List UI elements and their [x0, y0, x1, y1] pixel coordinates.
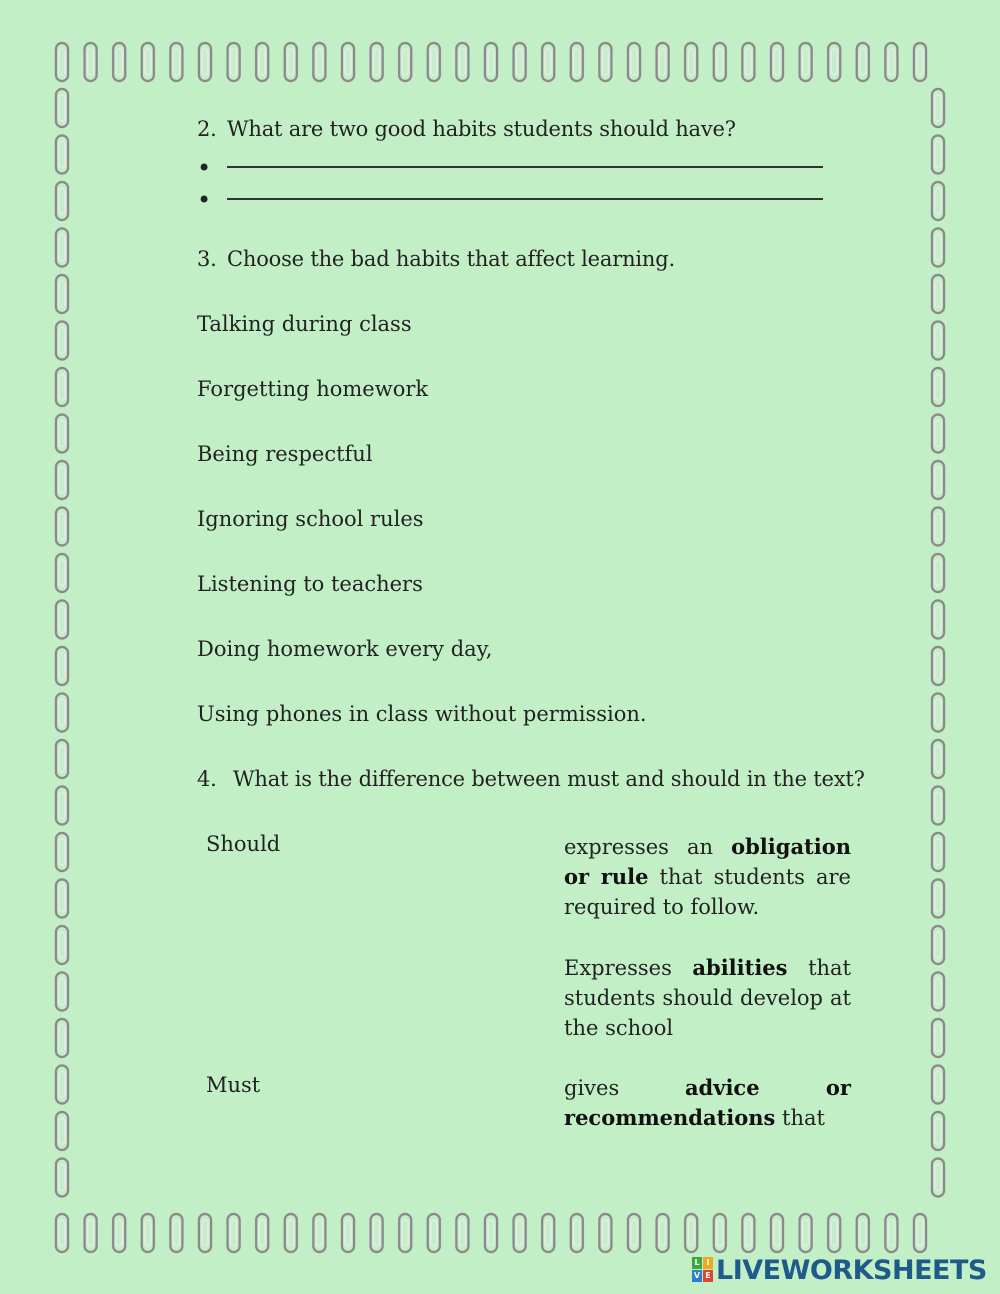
- definition-3[interactable]: [564, 1073, 851, 1133]
- paperclip-icon: [341, 1213, 355, 1253]
- paperclip-icon: [931, 693, 945, 733]
- question-text: What is the difference between must and should in the text?: [233, 767, 865, 791]
- paperclip-icon: [741, 1213, 755, 1253]
- paperclip-icon: [656, 42, 670, 82]
- paperclip-icon: [931, 414, 945, 454]
- answer-blank[interactable]: [227, 198, 823, 200]
- paperclip-icon: [55, 1213, 69, 1253]
- habit-option[interactable]: Doing homework every day,: [197, 637, 493, 661]
- paperclip-icon: [55, 321, 69, 361]
- definition-text: that students are required to follow.: [564, 865, 851, 919]
- paperclip-icon: [513, 1213, 527, 1253]
- paperclip-icon: [799, 42, 813, 82]
- paperclip-icon: [713, 42, 727, 82]
- paperclip-icon: [627, 42, 641, 82]
- paperclip-icon: [484, 42, 498, 82]
- paperclip-icon: [931, 832, 945, 872]
- paperclip-icon: [55, 274, 69, 314]
- paperclip-icon: [931, 1158, 945, 1198]
- logo-icon: L I V E: [692, 1257, 714, 1283]
- paperclip-icon: [931, 88, 945, 128]
- definition-text: Expresses: [564, 956, 693, 980]
- paperclip-icon: [55, 367, 69, 407]
- paperclip-icon: [55, 1065, 69, 1105]
- paperclip-icon: [931, 553, 945, 593]
- paperclip-icon: [827, 42, 841, 82]
- term-must[interactable]: Must: [206, 1073, 261, 1097]
- paperclip-icon: [656, 1213, 670, 1253]
- paperclip-icon: [55, 414, 69, 454]
- paperclip-icon: [55, 1018, 69, 1058]
- paperclip-icon: [55, 739, 69, 779]
- paperclip-icon: [455, 1213, 469, 1253]
- paperclip-icon: [198, 1213, 212, 1253]
- bullet-icon: •: [197, 154, 212, 182]
- habit-option[interactable]: Talking during class: [197, 312, 412, 336]
- paperclip-icon: [227, 42, 241, 82]
- paperclip-icon: [55, 1158, 69, 1198]
- paperclip-icon: [931, 739, 945, 779]
- definition-text: expresses an: [564, 835, 732, 859]
- paperclip-icon: [684, 1213, 698, 1253]
- habit-option[interactable]: Forgetting homework: [197, 377, 429, 401]
- paperclip-icon: [741, 42, 755, 82]
- paperclip-icon: [931, 1018, 945, 1058]
- habit-option[interactable]: Ignoring school rules: [197, 507, 424, 531]
- definition-1[interactable]: [564, 832, 851, 922]
- habit-option[interactable]: Using phones in class without permission.: [197, 702, 647, 726]
- paperclip-icon: [255, 1213, 269, 1253]
- term-should[interactable]: Should: [206, 832, 281, 856]
- paperclip-icon: [312, 1213, 326, 1253]
- paperclip-icon: [931, 135, 945, 175]
- paperclip-icon: [55, 460, 69, 500]
- habit-option[interactable]: Being respectful: [197, 442, 373, 466]
- paperclip-icon: [84, 1213, 98, 1253]
- paperclip-icon: [55, 972, 69, 1012]
- paperclip-icon: [884, 42, 898, 82]
- paperclip-icon: [627, 1213, 641, 1253]
- question-2: [197, 117, 736, 141]
- paperclip-icon: [931, 228, 945, 268]
- paperclip-icon: [55, 88, 69, 128]
- definition-keyword: advice or recommendations: [564, 1075, 851, 1130]
- paperclip-icon: [541, 1213, 555, 1253]
- paperclip-icon: [770, 42, 784, 82]
- paperclip-icon: [799, 1213, 813, 1253]
- paperclip-icon: [598, 42, 612, 82]
- paperclip-icon: [198, 42, 212, 82]
- question-text: What are two good habits students should have?: [227, 117, 736, 141]
- paperclip-icon: [398, 42, 412, 82]
- paperclip-icon: [931, 460, 945, 500]
- definition-keyword: abilities: [692, 955, 788, 980]
- answer-blank[interactable]: [227, 166, 823, 168]
- paperclip-icon: [55, 42, 69, 82]
- question-number: 4.: [197, 767, 217, 791]
- paperclip-icon: [684, 42, 698, 82]
- paperclip-icon: [112, 42, 126, 82]
- paperclip-icon: [931, 321, 945, 361]
- paperclip-icon: [84, 42, 98, 82]
- paperclip-icon: [931, 925, 945, 965]
- paperclip-icon: [227, 1213, 241, 1253]
- paperclip-icon: [931, 1111, 945, 1151]
- paperclip-icon: [169, 1213, 183, 1253]
- paperclip-icon: [541, 42, 555, 82]
- paperclip-icon: [55, 228, 69, 268]
- liveworksheets-logo: [692, 1253, 987, 1287]
- paperclip-icon: [856, 1213, 870, 1253]
- paperclip-icon: [312, 42, 326, 82]
- paperclip-icon: [598, 1213, 612, 1253]
- paperclip-icon: [284, 1213, 298, 1253]
- paperclip-icon: [55, 1111, 69, 1151]
- paperclip-icon: [713, 1213, 727, 1253]
- paperclip-icon: [570, 1213, 584, 1253]
- paperclip-icon: [913, 1213, 927, 1253]
- paperclip-icon: [370, 1213, 384, 1253]
- paperclip-icon: [55, 135, 69, 175]
- paperclip-icon: [169, 42, 183, 82]
- paperclip-icon: [931, 181, 945, 221]
- paperclip-icon: [141, 1213, 155, 1253]
- paperclip-icon: [455, 42, 469, 82]
- paperclip-icon: [827, 1213, 841, 1253]
- question-number: 3.: [197, 247, 217, 271]
- question-text: Choose the bad habits that affect learning.: [227, 247, 675, 271]
- paperclip-icon: [284, 42, 298, 82]
- paperclip-icon: [931, 367, 945, 407]
- paperclip-icon: [141, 42, 155, 82]
- paperclip-icon: [398, 1213, 412, 1253]
- paperclip-icon: [55, 181, 69, 221]
- definition-keyword: obligation or rule: [564, 834, 851, 889]
- paperclip-icon: [341, 42, 355, 82]
- definition-text: that students should develop at the school: [564, 956, 851, 1040]
- paperclip-icon: [427, 1213, 441, 1253]
- paperclip-icon: [255, 42, 269, 82]
- paperclip-icon: [913, 42, 927, 82]
- brand-name: LIVEWORKSHEETS: [716, 1254, 987, 1286]
- definition-text: that: [775, 1106, 825, 1130]
- question-number: 2.: [197, 117, 217, 141]
- paperclip-icon: [931, 274, 945, 314]
- paperclip-icon: [931, 879, 945, 919]
- paperclip-icon: [370, 42, 384, 82]
- paperclip-icon: [112, 1213, 126, 1253]
- paperclip-icon: [931, 972, 945, 1012]
- paperclip-icon: [931, 600, 945, 640]
- paperclip-icon: [55, 553, 69, 593]
- paperclip-icon: [55, 646, 69, 686]
- paperclip-icon: [55, 693, 69, 733]
- paperclip-icon: [55, 832, 69, 872]
- paperclip-icon: [55, 879, 69, 919]
- paperclip-icon: [55, 925, 69, 965]
- definition-2[interactable]: [564, 953, 851, 1043]
- paperclip-icon: [570, 42, 584, 82]
- question-4: [197, 767, 865, 791]
- paperclip-icon: [513, 42, 527, 82]
- question-3: [197, 247, 675, 271]
- paperclip-icon: [931, 507, 945, 547]
- paperclip-icon: [931, 646, 945, 686]
- bullet-icon: •: [197, 186, 212, 214]
- paperclip-icon: [55, 600, 69, 640]
- definition-text: gives: [564, 1076, 685, 1100]
- paperclip-icon: [55, 786, 69, 826]
- paperclip-icon: [427, 42, 441, 82]
- paperclip-icon: [884, 1213, 898, 1253]
- paperclip-icon: [931, 1065, 945, 1105]
- paperclip-icon: [55, 507, 69, 547]
- habit-option[interactable]: Listening to teachers: [197, 572, 423, 596]
- paperclip-icon: [931, 786, 945, 826]
- paperclip-icon: [856, 42, 870, 82]
- paperclip-icon: [770, 1213, 784, 1253]
- paperclip-icon: [484, 1213, 498, 1253]
